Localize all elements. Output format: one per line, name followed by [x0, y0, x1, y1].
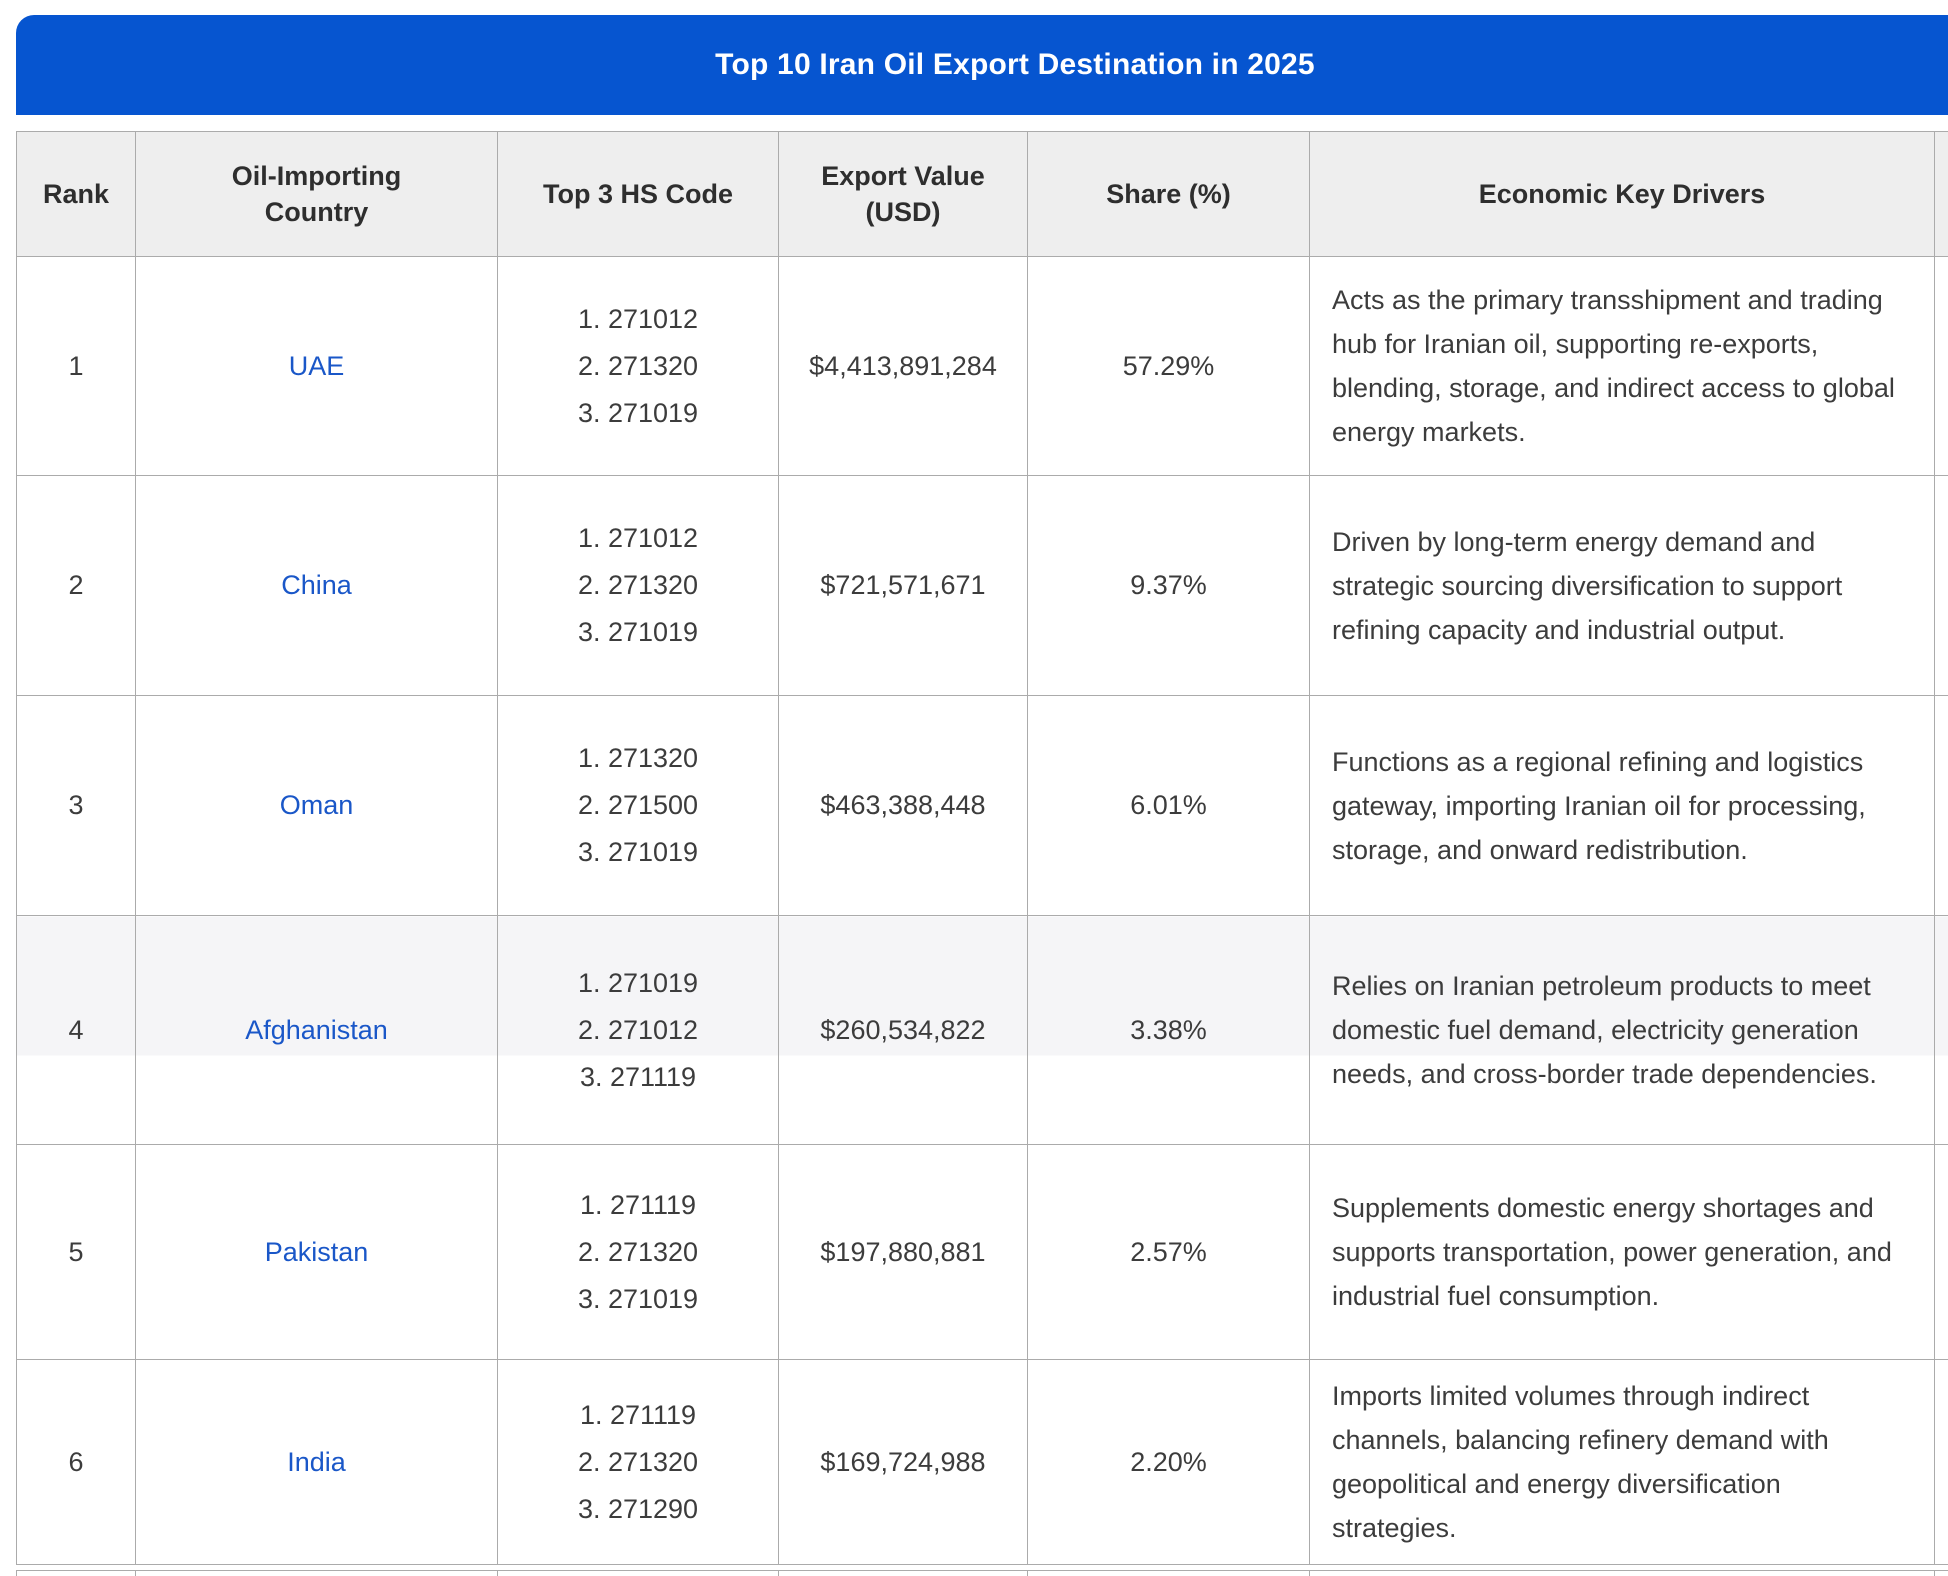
hs-code-line: 1. 271012 — [577, 303, 699, 334]
share-cell — [1028, 1571, 1310, 1576]
hs-code-line: 3. 271290 — [577, 1493, 699, 1524]
share-cell: 6.01% — [1028, 696, 1310, 916]
share-cell: 9.37% — [1028, 476, 1310, 696]
drivers-cell: Supplements domestic energy shortages and supports transportation, power generation, and industrial fuel consumption. — [1310, 1145, 1935, 1360]
hs-code-line: 1. 271320 — [577, 743, 699, 773]
country-link[interactable]: Oman — [279, 790, 354, 820]
hs-codes-cell — [498, 1145, 779, 1360]
column-header-cutoff — [1935, 132, 1948, 257]
country-cell — [136, 257, 498, 476]
hs-code-line: 2. 271320 — [577, 350, 699, 381]
rank-cell: 4 — [17, 916, 136, 1145]
table-row — [17, 476, 1948, 696]
hs-codes-cell — [498, 1360, 779, 1565]
export-value-cell: $4,413,891,284 — [779, 257, 1028, 476]
hs-code-line: 1. 271119 — [579, 1189, 697, 1220]
country-cell — [136, 696, 498, 916]
rank-cell: 3 — [17, 696, 136, 916]
hs-code-line: 2. 271320 — [577, 570, 699, 600]
cutoff-cell — [1935, 1571, 1948, 1576]
table-title-bar — [16, 15, 1948, 115]
cutoff-cell — [1935, 916, 1948, 1145]
column-header-drivers: Economic Key Drivers — [1310, 132, 1935, 257]
hs-code-line: 3. 271019 — [577, 397, 699, 428]
column-header-export-value: Export Value (USD) — [779, 132, 1028, 257]
country-cell — [136, 476, 498, 696]
country-cell — [136, 916, 498, 1145]
hs-code-line: 2. 271320 — [577, 1446, 699, 1477]
drivers-cell: Imports limited volumes through indirect channels, balancing refinery demand with geopolitical and energy diversification strategies. — [1310, 1360, 1935, 1565]
drivers-cell: Functions as a regional refining and logistics gateway, importing Iranian oil for processing, storage, and onward redistribution. — [1310, 696, 1935, 916]
hs-code-line: 3. 271019 — [577, 1283, 699, 1314]
next-row-sliver — [16, 1570, 1948, 1576]
hs-code-line: 1. 271012 — [577, 523, 699, 553]
share-cell: 2.20% — [1028, 1360, 1310, 1565]
rank-cell: 1 — [17, 257, 136, 476]
export-value-cell: $463,388,448 — [779, 696, 1028, 916]
table-row — [17, 1360, 1948, 1565]
country-link[interactable]: China — [281, 570, 352, 600]
column-header-hs-code: Top 3 HS Code — [498, 132, 779, 257]
hs-code-line: 2. 271320 — [577, 1236, 699, 1267]
hs-codes-cell — [498, 696, 779, 916]
table-row — [17, 916, 1948, 1145]
column-header-share: Share (%) — [1028, 132, 1310, 257]
table-row — [17, 696, 1948, 916]
cutoff-cell — [1935, 1145, 1948, 1360]
rank-cell: 2 — [17, 476, 136, 696]
country-cell — [136, 1145, 498, 1360]
table-row — [17, 1145, 1948, 1360]
drivers-cell: Relies on Iranian petroleum products to meet domestic fuel demand, electricity generation needs, and cross-border trade dependencies. — [1310, 916, 1935, 1145]
share-cell: 3.38% — [1028, 916, 1310, 1145]
export-value-cell: $260,534,822 — [779, 916, 1028, 1145]
column-header-country: Oil-Importing Country — [136, 132, 498, 257]
hs-codes-cell — [498, 476, 779, 696]
drivers-cell — [1310, 1571, 1935, 1576]
country-link[interactable]: Afghanistan — [245, 1014, 388, 1045]
country-cell — [136, 1571, 498, 1576]
rank-cell: 6 — [17, 1360, 136, 1565]
hs-code-line: 1. 271119 — [579, 1399, 697, 1430]
page-title: Top 10 Iran Oil Export Destination in 2025 — [715, 48, 1315, 81]
rank-cell: 5 — [17, 1145, 136, 1360]
country-link[interactable]: India — [287, 1446, 346, 1477]
cutoff-cell — [1935, 257, 1948, 476]
export-value-cell: $197,880,881 — [779, 1145, 1028, 1360]
hs-code-line: 3. 271019 — [577, 617, 699, 647]
country-link[interactable]: UAE — [288, 350, 345, 381]
rank-cell — [17, 1571, 136, 1576]
export-destinations-table — [16, 131, 1948, 1565]
export-value-cell: $169,724,988 — [779, 1360, 1028, 1565]
column-header-rank: Rank — [17, 132, 136, 257]
drivers-cell: Acts as the primary transshipment and trading hub for Iranian oil, supporting re-exports, blending, storage, and indirect access to global energy markets. — [1310, 257, 1935, 476]
hs-code-line: 2. 271012 — [577, 1014, 699, 1045]
cutoff-cell — [1935, 1360, 1948, 1565]
hs-code-line: 2. 271500 — [577, 790, 699, 820]
cutoff-cell — [1935, 696, 1948, 916]
country-cell — [136, 1360, 498, 1565]
share-cell: 57.29% — [1028, 257, 1310, 476]
hs-codes-cell — [498, 257, 779, 476]
hs-code-line: 3. 271019 — [577, 837, 699, 867]
hs-codes-cell — [498, 916, 779, 1145]
export-value-cell — [779, 1571, 1028, 1576]
drivers-cell: Driven by long-term energy demand and strategic sourcing diversification to support refining capacity and industrial output. — [1310, 476, 1935, 696]
export-value-cell: $721,571,671 — [779, 476, 1028, 696]
country-link[interactable]: Pakistan — [264, 1236, 369, 1267]
hs-code-line: 3. 271119 — [579, 1061, 697, 1092]
cutoff-cell — [1935, 476, 1948, 696]
hs-codes-cell — [498, 1571, 779, 1576]
table-header-row — [17, 132, 1948, 257]
table-row — [17, 1571, 1948, 1576]
share-cell: 2.57% — [1028, 1145, 1310, 1360]
hs-code-line: 1. 271019 — [577, 967, 699, 998]
table-row — [17, 257, 1948, 476]
